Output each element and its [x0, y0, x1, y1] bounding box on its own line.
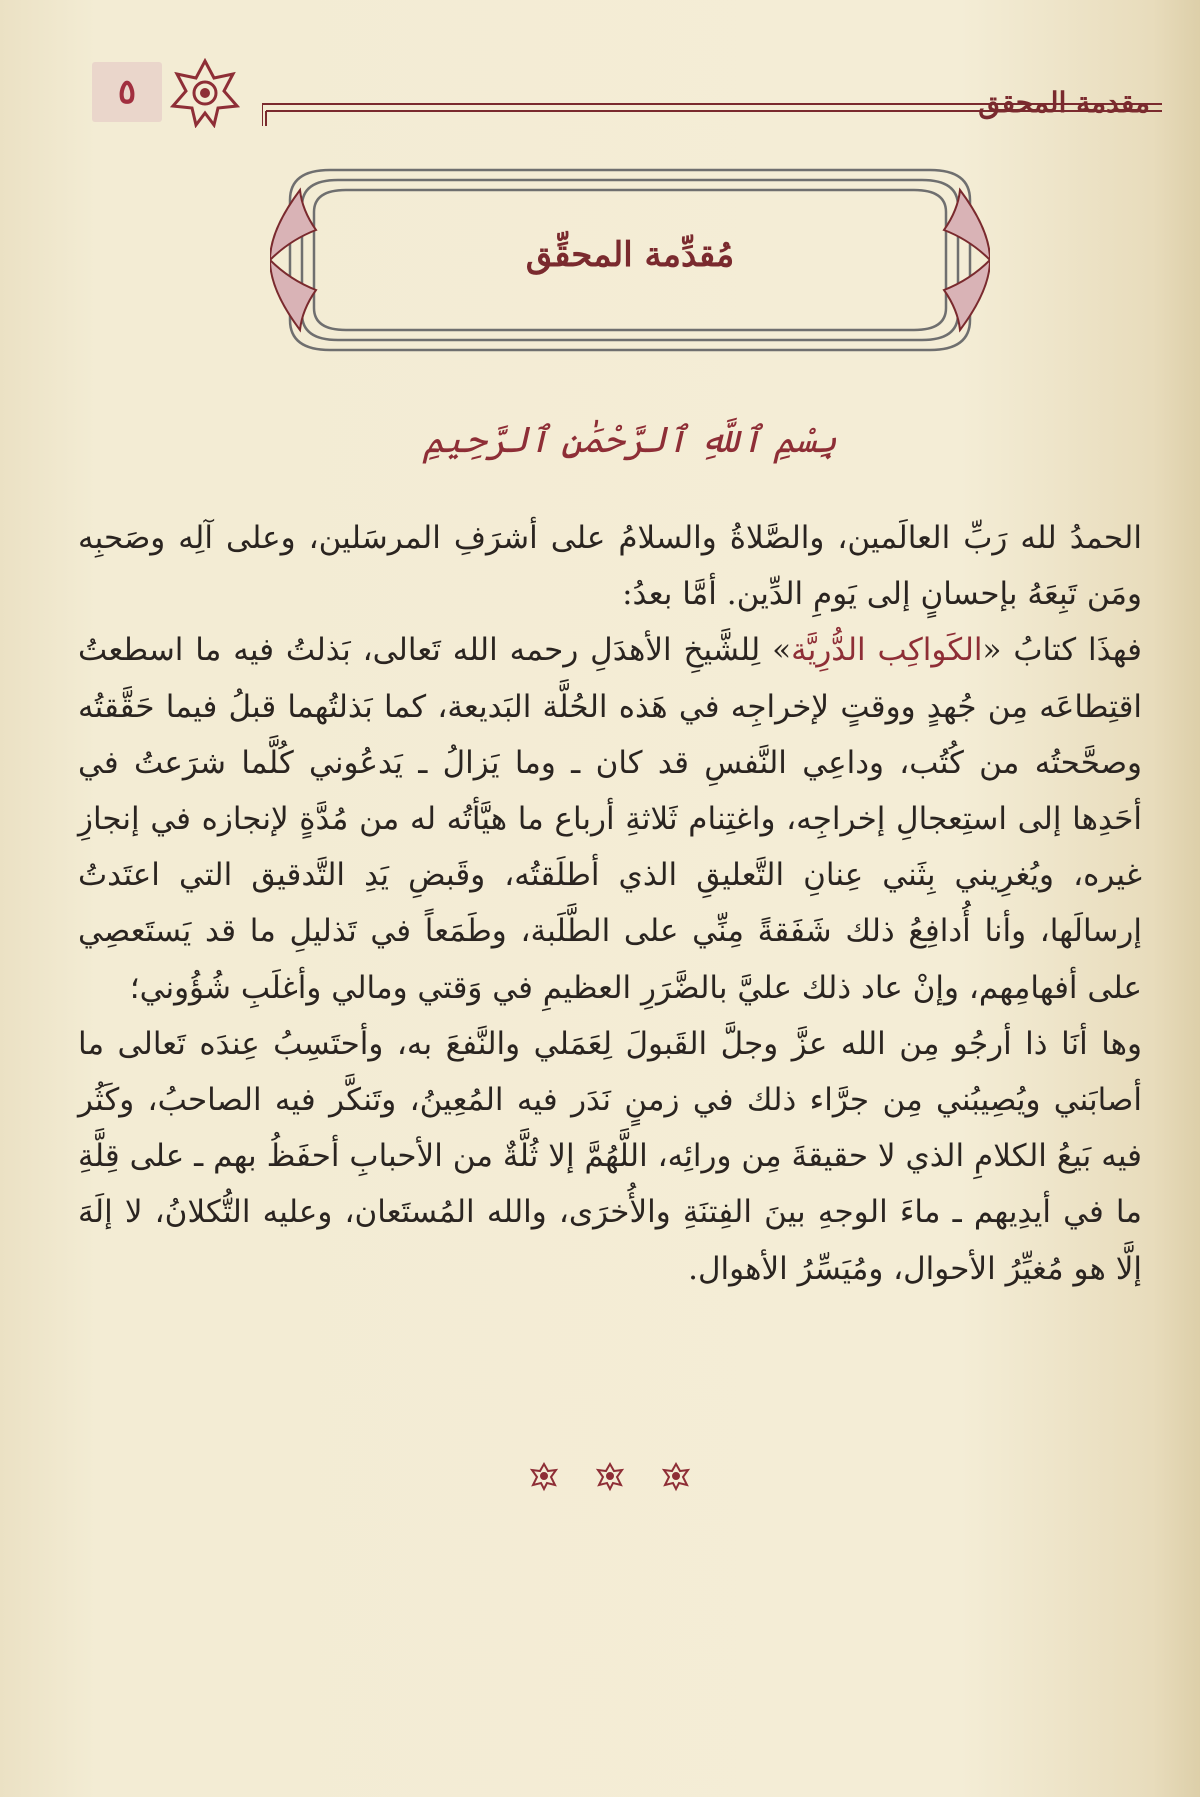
- paragraph-1: الحمدُ لله رَبِّ العالَمين، والصَّلاةُ والسلامُ على أشرَفِ المرسَلين، وعلى آلِه وصَحبِه ومَن تَبِعَهُ بإحسانٍ إلى يَومِ الدِّين. أمَّا بعدُ:: [78, 520, 1142, 613]
- flower-ornament-icon: [598, 1464, 622, 1489]
- paragraph-2: [78, 622, 1142, 1015]
- closing-ornaments: [520, 1456, 700, 1496]
- flower-ornament-icon: [664, 1464, 688, 1489]
- running-head: مقدمة المحقق: [978, 86, 1150, 119]
- basmala: بِسْمِ ٱللَّهِ ٱلرَّحْمَٰنِ ٱلرَّحِيمِ: [422, 420, 838, 461]
- body-text: [78, 510, 1142, 1297]
- paragraph-2-start: فهذَا كتابُ «: [982, 632, 1142, 669]
- rosette-ornament-icon: [170, 58, 240, 128]
- page-number: ٥: [117, 72, 137, 112]
- paragraph-3: وها أنَا ذا أرجُو مِن الله عزَّ وجلَّ القَبولَ لِعَمَلي والنَّفعَ به، وأحتَسِبُ عِندَه تَعالى ما أصابَني ويُصِيبُني مِن جرَّاء ذلك في زمنٍ نَدَر فيه المُعِينُ، وتَنكَّر فيه الصاحبُ، وكَثُر فيه بَيعُ الكلامِ الذي لا حقيقةَ مِن ورائِه، اللَّهُمَّ إلا ثُلَّةٌ من الأحبابِ أحفَظُ بهم ـ على قِلَّةِ ما في أيدِيهم ـ ماءَ الوجهِ بينَ الفِتنَةِ والأُخرَى، والله المُستَعان، وعليه التُّكلانُ، لا إلَهَ إلَّا هو مُغيِّرُ الأحوال، ومُيَسِّرُ الأهوال.: [78, 1025, 1142, 1287]
- section-title: مُقدِّمة المحقِّق: [525, 235, 735, 275]
- book-title: الكَواكِب الدُّرِيَّة: [791, 632, 983, 669]
- flower-ornament-icon: [532, 1464, 556, 1489]
- paragraph-2-rest: » لِلشَّيخِ الأهدَلِ رحمه الله تَعالى، بَذلتُ فيه ما اسطعتُ اقتِطاعَه مِن جُهدٍ ووقتٍ لإخراجِه في هَذه الحُلَّة البَديعة، كما بَذلتُهما قبلُ فيما حَقَّقتُه وصحَّحتُه من كُتُب، وداعِي النَّفسِ قد كان ـ وما يَزالُ ـ يَدعُوني كُلَّما شرَعتُ في أحَدِها إلى استِعجالِ إخراجِه، واغتِنام ثَلاثةِ أرباع ما هيَّأتُه له من مُدَّةٍ لإنجازه في إنجازِ غيره، ويُغرِيني بِثَني عِنانِ التَّعليقِ الذي أطلَقتُه، وقَبضِ يَدِ التَّدقيق التي اعتَدتُ إرسالَها، وأنا أُدافِعُ ذلك شَفَقةً مِنِّي على الطَّلَبة، وطَمَعاً في تَذليلِ ما قد يَستَعصِي على أفهامِهم، وإنْ عاد ذلك عليَّ بالضَّرَرِ العظيمِ في وَقتي ومالي وأغلَبِ شُؤُوني؛: [78, 632, 1142, 1006]
- page-number-badge: [92, 62, 162, 122]
